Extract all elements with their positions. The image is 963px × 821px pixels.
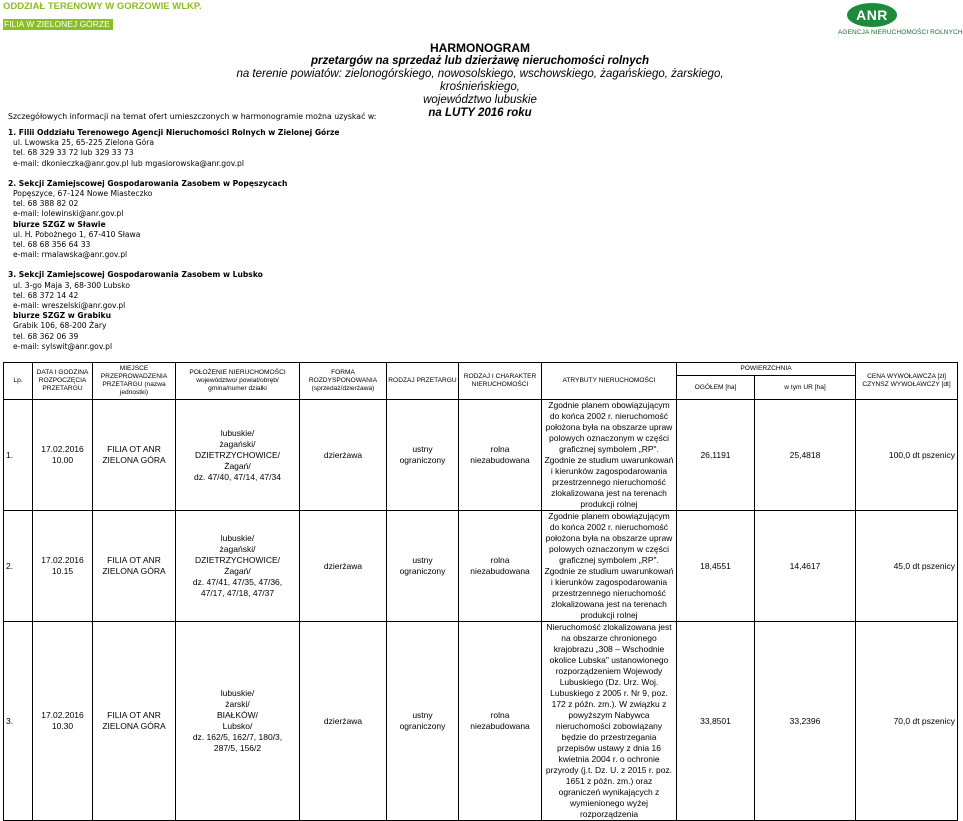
header-area: POWIERZCHNIA (677, 363, 856, 376)
contact-line: tel. 68 68 356 64 33 (13, 240, 91, 250)
cell-attributes: Zgodnie planem obowiązującym do końca 2002 r. nieruchomość położona była na obszarze upraw polowych oznaczonym w części graficznej symbolem „RP". Zgodnie ze studium uwarunkowań i kierunków zagospodarowania przestrzennego nieruchomość zlokalizowana jest na terenach produkcji rolnej (542, 511, 677, 622)
cell-area-total: 33,8501 (677, 622, 755, 821)
cell-area-total: 18,4551 (677, 511, 755, 622)
org-branch: FILIA W ZIELONEJ GÓRZE (3, 19, 113, 30)
contact-line: ul. H. Pobożnego 1, 67-410 Sława (13, 229, 141, 239)
contact-line: biurze SZGZ w Grabiku (13, 311, 112, 321)
cell-date: 17.02.2016 10.15 (33, 511, 93, 622)
title-line-5: na LUTY 2016 roku (428, 107, 532, 119)
cell-nature: rolna niezabudowana (459, 400, 542, 511)
contact-line: Popęszyce, 67-124 Nowe Miasteczko (13, 189, 153, 199)
title-line-2: przetargów na sprzedaż lub dzierżawę nieruchomości rolnych (310, 55, 650, 67)
contact-section (8, 179, 340, 261)
title-line-1: HARMONOGRAM (430, 41, 530, 55)
org-name: ODDZIAŁ TERENOWY W GORZOWIE WLKP. (3, 1, 202, 12)
contact-heading: 1. Filii Oddziału Terenowego Agencji Nieruchomości Rolnych w Zielonej Górze (8, 128, 340, 137)
cell-type: ustny ograniczony (387, 622, 459, 821)
table-row (4, 511, 958, 622)
cell-place: FILIA OT ANR ZIELONA GÓRA (93, 400, 176, 511)
header-nature: RODZAJ I CHARAKTER NIERUCHOMOŚCI (459, 363, 542, 400)
contact-list (8, 128, 340, 362)
cell-location: lubuskie/ żarski/ BIAŁKÓW/ Lubsko/ dz. 162/5, 162/7, 180/3, 287/5, 156/2 (176, 622, 300, 821)
tender-table (3, 362, 958, 821)
cell-place: FILIA OT ANR ZIELONA GÓRA (93, 622, 176, 821)
contact-line: ul. 3-go Maja 3, 68-300 Lubsko (13, 280, 131, 290)
header-area-ur: w tym UR [ha] (755, 376, 856, 400)
cell-area-total: 26,1191 (677, 400, 755, 511)
contact-line: e-mail: sylswit@anr.gov.pl (13, 341, 113, 351)
table-row (4, 622, 958, 821)
table-row (4, 400, 958, 511)
cell-area-ur: 14,4617 (755, 511, 856, 622)
org-header (3, 1, 202, 31)
contact-line: Grabik 106, 68-200 Żary (13, 321, 107, 331)
cell-area-ur: 25,4818 (755, 400, 856, 511)
logo-text: ANR (856, 7, 888, 23)
contact-section (8, 270, 340, 352)
header-place: MIEJSCE PRZEPROWADZENIA PRZETARGU (nazwa jednostki) (93, 363, 176, 400)
contact-line: e-mail: wreszelski@anr.gov.pl (13, 301, 126, 311)
cell-date: 17.02.2016 10.00 (33, 400, 93, 511)
header-form: FORMA ROZDYSPONOWANIA (sprzedaż/dzierżawa) (300, 363, 387, 400)
contact-line: tel. 68 388 82 02 (13, 199, 79, 209)
cell-form: dzierżawa (300, 400, 387, 511)
cell-date: 17.02.2016 10.30 (33, 622, 93, 821)
contact-line: e-mail: dkonieczka@anr.gov.pl lub mgasiorowska@anr.gov.pl (13, 158, 244, 168)
cell-location: lubuskie/ żagański/ DZIETRZYCHOWICE/ Żagań/ dz. 47/41, 47/35, 47/36, 47/17, 47/18, 47/37 (176, 511, 300, 622)
cell-place: FILIA OT ANR ZIELONA GÓRA (93, 511, 176, 622)
header-date: DATA I GODZINA ROZPOCZĘCIA PRZETARGU (33, 363, 93, 400)
contact-line: tel. 68 372 14 42 (13, 290, 79, 300)
contact-line: tel. 68 362 06 39 (13, 331, 79, 341)
cell-type: ustny ograniczony (387, 511, 459, 622)
header-price: CENA WYWOŁAWCZA [zł] CZYNSZ WYWOŁAWCZY [dt] (856, 363, 958, 400)
contact-heading: 3. Sekcji Zamiejscowej Gospodarowania Zasobem w Lubsko (8, 270, 263, 280)
cell-nature: rolna niezabudowana (459, 511, 542, 622)
title-line-4: województwo lubuskie (423, 94, 537, 106)
title-line-3: na terenie powiatów: zielonogórskiego, nowosolskiego, wschowskiego, żagańskiego, żarskiego, krośnieńskiego, (236, 68, 724, 93)
document-title (200, 42, 760, 120)
contact-line: e-mail: rmalawska@anr.gov.pl (13, 250, 128, 260)
cell-type: ustny ograniczony (387, 400, 459, 511)
header-type: RODZAJ PRZETARGU (387, 363, 459, 400)
contact-line: biurze SZGZ w Sławie (13, 219, 106, 229)
logo-oval (847, 3, 897, 27)
contact-line: ul. Lwowska 25, 65-225 Zielona Góra (13, 138, 155, 148)
cell-price: 45,0 dt pszenicy (856, 511, 958, 622)
header-attrs: ATRYBUTY NIERUCHOMOŚCI (542, 363, 677, 400)
cell-attributes: Nieruchomość zlokalizowana jest na obszarze chronionego krajobrazu „308 – Wschodnie okolice Lubska" ustanowionego rozporządzeniem Wojewody Lubuskiego (Dz. Urz. Woj. Lubuskiego z 2005 r. Nr 9, poz. 172 z późn. zm.). W związku z powyższym Nabywca nieruchomości zobowiązany będzie do przestrzegania przepisów ustawy z dnia 16 kwietnia 2004 r. o ochronie przyrody (j.t. Dz. U. z 2015 r. poz. 1651 z późn. zm.) oraz ograniczeń wynikających z wymienionego wyżej rozporządzenia (542, 622, 677, 821)
logo-subtitle: AGENCJA NIERUCHOMOŚCI ROLNYCH (838, 29, 963, 36)
anr-logo (838, 3, 963, 41)
cell-lp: 1. (4, 400, 33, 511)
info-text: Szczegółowych informacji na temat ofert umieszczonych w harmonogramie można uzyskać w: (8, 112, 377, 121)
cell-nature: rolna niezabudowana (459, 622, 542, 821)
contact-line: e-mail: lolewinski@anr.gov.pl (13, 209, 124, 219)
contact-line: tel. 68 329 33 72 lub 329 33 73 (13, 148, 134, 158)
header-location: POŁOŻENIE NIERUCHOMOŚCI województwo/ powiat/obręb/ gmina/numer działki (176, 363, 300, 400)
contact-section (8, 128, 340, 169)
cell-location: lubuskie/ żagański/ DZIETRZYCHOWICE/ Żagań/ dz. 47/40, 47/14, 47/34 (176, 400, 300, 511)
header-lp: Lp. (4, 363, 33, 400)
cell-attributes: Zgodnie planem obowiązującym do końca 2002 r. nieruchomość położona była na obszarze upraw polowych oznaczonym w części graficznej symbolem „RP". Zgodnie ze studium uwarunkowań i kierunków zagospodarowania przestrzennego nieruchomość zlokalizowana jest na terenach produkcji rolnej (542, 400, 677, 511)
cell-area-ur: 33,2396 (755, 622, 856, 821)
cell-price: 100,0 dt pszenicy (856, 400, 958, 511)
cell-form: dzierżawa (300, 622, 387, 821)
contact-heading: 2. Sekcji Zamiejscowej Gospodarowania Zasobem w Popęszycach (8, 178, 288, 188)
cell-form: dzierżawa (300, 511, 387, 622)
header-area-total: OGÓŁEM [ha] (677, 376, 755, 400)
cell-lp: 2. (4, 511, 33, 622)
cell-price: 70,0 dt pszenicy (856, 622, 958, 821)
cell-lp: 3. (4, 622, 33, 821)
